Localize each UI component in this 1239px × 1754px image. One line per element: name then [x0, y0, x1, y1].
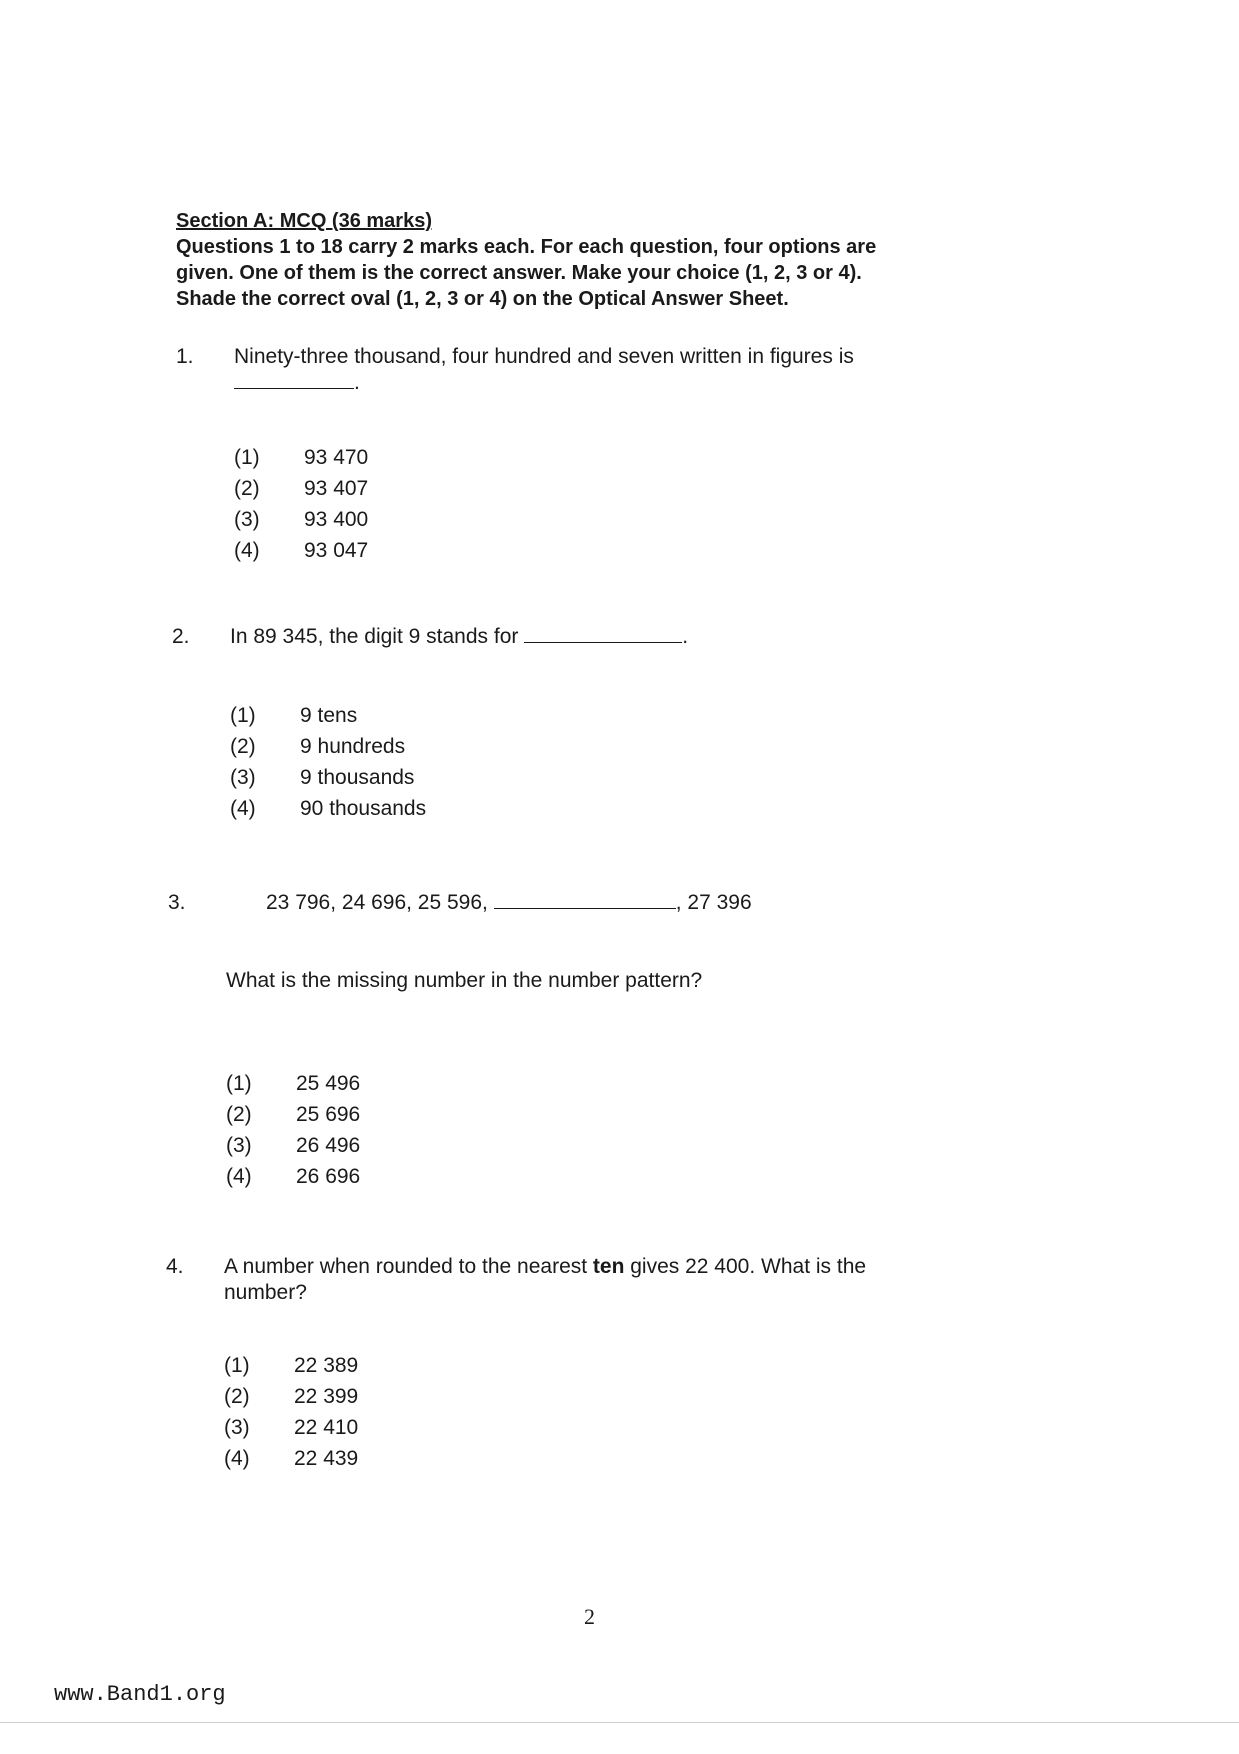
question-text: In 89 345, the digit 9 stands for .: [230, 625, 689, 648]
question-stem: What is the missing number in the number pattern?: [226, 969, 703, 992]
question-text: Ninety-three thousand, four hundred and seven written in figures is .: [234, 345, 854, 394]
answer-blank: [494, 890, 676, 909]
pattern-start: 23 796, 24 696, 25 596,: [266, 891, 488, 914]
answer-blank: [234, 370, 354, 389]
footer-url[interactable]: www.Band1.org: [54, 1682, 226, 1707]
question-1: 1. Ninety-three thousand, four hundred and seven written in figures is . (1) 93 470 (2) 93 407 (3) 93 400 (4) 93 047: [176, 344, 1076, 564]
question-3: 3. 23 796, 24 696, 25 596, , 27 396 What is the missing number in the number pattern? (1) 25 496 (2) 25 696 (3) 26 496 (4) 26 696: [168, 891, 752, 1188]
section-title: Section A: MCQ (36 marks): [176, 210, 432, 232]
instruction-line: Questions 1 to 18 carry 2 marks each. For each question, four options are: [176, 236, 877, 258]
question-number: 4.: [166, 1255, 184, 1278]
question-text: A number when rounded to the nearest ten gives 22 400. What is the number?: [224, 1255, 867, 1304]
section-header: [176, 208, 1036, 312]
question-number: 3.: [168, 891, 186, 914]
question-2: 2. In 89 345, the digit 9 stands for . (1) 9 tens (2) 9 hundreds (3) 9 thousands (4) 90 thousands: [172, 624, 1072, 824]
emphasis-ten: ten: [592, 1255, 625, 1278]
instruction-line: Shade the correct oval (1, 2, 3 or 4) on the Optical Answer Sheet.: [176, 288, 789, 310]
question-stem: In 89 345, the digit 9 stands for: [230, 625, 519, 648]
page-number: 2: [584, 1604, 595, 1629]
question-4: 4. A number when rounded to the nearest ten gives 22 400. What is the number? (1) 22 389 (2) 22 399 (3) 22 410 (4) 22 439: [166, 1254, 1066, 1494]
instruction-line: given. One of them is the correct answer. Make your choice (1, 2, 3 or 4).: [176, 262, 862, 284]
footer-divider: [0, 1722, 1239, 1723]
number-pattern: [266, 890, 752, 916]
question-number: 1.: [176, 345, 194, 368]
question-number: 2.: [172, 625, 190, 648]
pattern-end: , 27 396: [675, 891, 752, 914]
answer-blank: [524, 624, 682, 643]
question-stem: Ninety-three thousand, four hundred and seven written in figures is: [234, 345, 854, 368]
